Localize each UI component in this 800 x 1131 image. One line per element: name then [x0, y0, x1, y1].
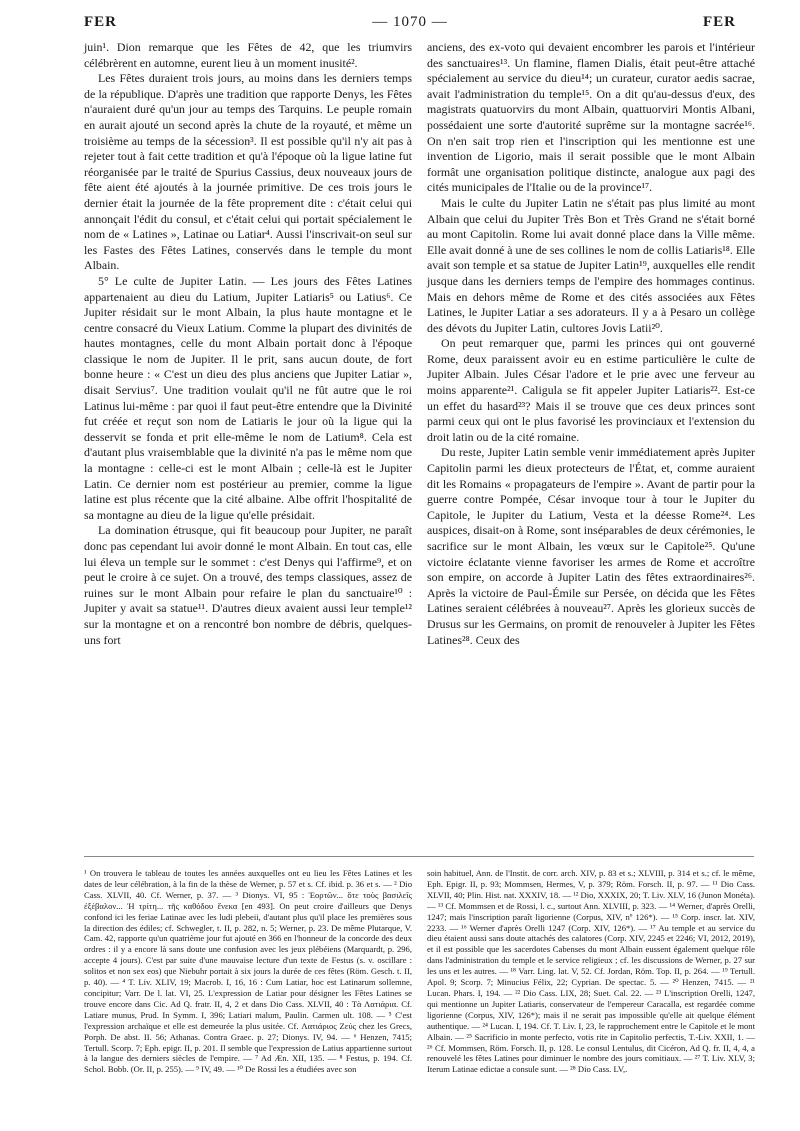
paragraph: Mais le culte du Jupiter Latin ne s'était pas plus limité au mont Albain que celui du Jupiter Très Bon et Très Grand ne s'était borné au mont Capitolin. Rome lui avait donné place dans la Ville même. Elle avait donné à une de ses collines le nom de collis Latiaris¹⁸. Elle avait son temple et sa statue de Jupiter Latin¹⁹, auxquelles elle rendit jusque dans les derniers temps de l'empire des hommages continus. Mais en dehors même de Rome et des cités associées aux Fêtes Latines, le Jupiter Latiar a ses adorateurs. Il y a à Pesaro un collège des dévots du Jupiter Latin, cultores Jovis Latii²⁰. — [427, 195, 755, 335]
footnote-block: ¹ On trouvera le tableau de toutes les années auxquelles ont eu lieu les Fêtes Latines et les dates de leur célébration, à la fin de la thèse de Werner, p. 57 et s. Cf. ibid. p. 36 et s. — ² Dio Cass. XLVII, 40. Cf. Werner, p. 37. — ³ Dionys. VI, 95 : Ἑορτῶν... ὅτε τοὺς βασιλεῖς ἐξέβαλον... Ἡ τρίτη... τῆς καθόδου ἕνεκα [en 493]. On peut croire d'ailleurs que Denys confond ici les feriae Latinae avec les ludi plebeii, d'autant plus qu'il place les premières sous la direction des édiles; cf. Schwegler, t. II, p. 282, n. 5; Werner, p. 23. De même Plutarque, V. Cam. 42, rapporte qu'un quatrième jour fut ajouté en 366 en l'honneur de la concorde des deux ordres : il y a encore là sans doute une confusion avec les jeux plébéiens (Marquardt, p. 296, accepte 4 jours). C'est par suite d'une mauvaise lecture d'un texte de Festus (s. v. oscillare : solitos et non sex eos) que Niebuhr portait à six jours la durée de ces fêtes (Röm. Gesch. t. II, p. 40). — ⁴ T. Liv. XLIV, 19; Macrob. I, 16, 16 : Cum Latiar, hoc est Latinarum sollemne, concipitur; Varr. De l. lat. VI, 25. L'expression de Latiar pour désigner les Fêtes Latines se trouve encore dans Cic. Ad Q. fratr. II, 4, 2 et dans Dio Cass. XLVII, 40 : Τὰ Λατιάρια. Cf. Latiare munus, Prud. In Symm. I, 396; Latiari malum, Paulin. Carmen ult. 108. — ⁵ C'est l'expression archaïque et elle est demeurée la plus usitée. Cf. Λατιάριος Ζεύς chez les Grecs, Porph. De abst. II. 56; Athanas. Contra Graec. p. 27; Dionys. IV, 94. — ⁶ Henzen, 7415; Tertull. Scorp. 7; Eph. epigr. II, p. 201. Il semble que l'expression de Latius appartienne surtout à la langue des derniers siècles de l'empire. — ⁷ Ad Æn. XII, 135. — ⁸ Festus, p. 194. Cf. Schol. Bobb. (Or. II, p. 255). — ⁹ IV, 49. — ¹⁰ De Rossi les a étudiées avec son — [84, 868, 412, 1075]
right-column — [427, 40, 755, 648]
paragraph: La domination étrusque, qui fit beaucoup pour Jupiter, ne paraît donc pas cependant lui avoir donné le mont Albain. En tout cas, elle lui éleva un temple sur le sommet : c'est Denys qui l'affirme⁹, et on peut le croire à ce sujet. On a trouvé, des temps classiques, assez de ruines sur le mont Albain pour refaire le plan du sanctuaire¹⁰ : Jupiter y avait sa statue¹¹. D'autres dieux avaient aussi leur temple¹² sur la montagne et on a rencontré bon nombre de débris, quelques-uns fort — [84, 523, 412, 647]
paragraph: Les Fêtes duraient trois jours, au moins dans les derniers temps de la république. D'après une tradition que rapporte Denys, les Fêtes n'auraient duré qu'un jour au temps des Tarquins. Le peuple romain en aurait ajouté un second après la chute de la royauté, et même un troisième au temps de la sécession³. Il est possible qu'il n'y ait pas à rejeter tout à fait cette tradition et qu'à l'époque où la ligue latine fut réorganisée par le traité de Spurius Cassius, deux nouveaux jours de fête aient été ajoutés à la journée primitive. De ces trois jours le dernier était la journée de la fête proprement dite : c'était celui qui annonçait l'édit du consul, et c'était celui qui portait spécialement le nom de « Latines », Latinae ou Latiar⁴. Aussi l'inscrivait-on seul sur les Fastes des Fêtes Latines, conservés dans le temple du mont Albain. — [84, 71, 412, 273]
header-right-word: FER — [703, 14, 736, 30]
paragraph: anciens, des ex-voto qui devaient encombrer les parois et l'intérieur des sanctuaires¹³. Un flamine, flamen Dialis, était peut-être attaché spécialement au service du dieu¹⁴; un curateur, curator aedis sacrae, avait l'administration du temple¹⁵. On a dit qu'au-dessus d'eux, des magistrats quatuorvirs du mont Albain, quattuorviri Montis Albani, possédaient une sorte d'autorité suprême sur la montagne sacrée¹⁶. On n'en sait trop rien et l'inscription qui les mentionne est une invention de Ligorio, mais il serait possible que le mont Albain formât une organisation politique distincte, analogue aux pagi des cités municipales de l'Italie ou de la province¹⁷. — [427, 40, 755, 195]
footnotes-left — [84, 868, 412, 1075]
page-number: — 1070 — — [372, 14, 448, 30]
paragraph: 5° Le culte de Jupiter Latin. — Les jours des Fêtes Latines appartenaient au dieu du Latium, Jupiter Latiaris⁵ ou Latius⁶. Ce Jupiter résidait sur le mont Albain, la plus haute montagne et le centre consacré du Vieux Latium. Comme la plupart des divinités de hautes montagnes, celle du mont Albain portait donc à l'époque classique le nom de Jupiter. Il le prit, sans aucun doute, de fort bonne heure : « C'est un dieu des plus anciens que Jupiter Latiar », disait Servius⁷. Une tradition voulait qu'il ne fût autre que le roi Latinus lui-même : par quoi il faut peut-être entendre que la Divinité fut créée et reçut son nom de Latiaris le jour où la ligue qui la desservit se fonda et prit elle-même le nom de Latium⁸. Cela est d'autant plus vraisemblable que la divinité n'a pas le même nom que la montagne : celle-ci est le mont Albain ; celle-là est le Jupiter Latin. Ce dernier nom est postérieur au premier, comme la ligue latine est plus récente que la cité albaine. Albe offrit l'hospitalité de sa montagne au dieu de la ligue qu'elle présidait. — [84, 273, 412, 522]
left-column — [84, 40, 412, 648]
paragraph: On peut remarquer que, parmi les princes qui ont gouverné Rome, deux paraissent avoir eu en estime particulière le culte de Jupiter Albain. Jules César l'adore et le prie avec une ferveur au moins apparente²¹. Caligula se fit appeler Jupiter Latiaris²². Est-ce un effet du hasard²³? Mais il se trouve que ces deux princes sont parmi ceux qui ont le plus favorisé les provinciaux et l'extension du droit latin ou de la cité romaine. — [427, 336, 755, 444]
footnotes-right — [427, 868, 755, 1075]
footnote-divider — [84, 856, 754, 857]
header-left-word: FER — [84, 14, 117, 30]
running-header — [84, 12, 736, 38]
paragraph: juin¹. Dion remarque que les Fêtes de 42, que les triumvirs célébrèrent en automne, eurent lieu à un moment inusité². — [84, 40, 412, 70]
footnote-block: soin habituel, Ann. de l'Instit. de corr. arch. XIV, p. 83 et s.; XLVIII, p. 314 et s.; cf. le même, Eph. Epigr. II, p. 93; Mommsen, Hermes, V, p. 379; Röm. Forsch. II, p. 97. — ¹¹ Dio Cass. XLVII, 40; Plin. Hist. nat. XXXIV, 18. — ¹² Dio, XXXIX, 20; T. Liv. XLV, 16 (Junon Monéta). — ¹³ Cf. Mommsen et de Rossi, l. c., surtout Ann. XLVIII, p. 323. — ¹⁴ Werner, d'après Orelli, 1247; mais l'inscription paraît ligorienne (Corpus, XIV, nº 126*). — ¹⁵ Corp. inscr. lat. XIV, 2233. — ¹⁶ Werner d'après Orelli 1247 (Corp. XIV, 126*). — ¹⁷ Au temple et au service du dieu étaient aussi sans doute attachés des calatores (Corp. XIV, 2245 et 2246; VI, 2012, 2019), et il est possible que les sacerdotes Cabenses du mont Albain eussent également quelque rôle dans l'administration du temple et le service religieux ; cf. les discussions de Werner, p. 27 sur les uns et les autres. — ¹⁸ Varr. Ling. lat. V, 52. Cf. Jordan, Röm. Top. II, p. 264. — ¹⁹ Tertull. Apol. 9; Scorp. 7; Minucius Félix, 22; Cyprian. De spectac. 5. — ²⁰ Henzen, 7415. — ²¹ Lucan. Phars. I, 194. — ²² Dio Cass. LIX, 28; Suet. Cal. 22. — ²³ L'inscription Orelli, 1247, qui mentionne un Jupiter Latiaris, conservateur de l'empereur Caracalla, est regardée comme ligorienne (Corpus, XIV, 126*); mais il ne serait pas impossible qu'elle ait quelque élément authentique. — ²⁴ Lucan. I, 194. Cf. T. Liv. I, 23, le rapprochement entre le Capitole et le mont Albain. — ²⁵ Sacrificio in monte perfecto, votis rite in Capitolio perfectis, T.-Liv. XXII, 1. — ²⁶ Cf. Mommsen, Röm. Forsch. II, p. 128. Le consul Lentulus, dit Cicéron, Ad Q. fr. II, 4, 4, a renouvelé les fêtes Latines pour diminuer le nombre des jours comitiaux. — ²⁷ T. Liv. XLV, 3; Iterum Latinae edictae a consule sunt. — ²⁸ Dio Cass. LV,. — [427, 868, 755, 1075]
paragraph: Du reste, Jupiter Latin semble venir immédiatement après Jupiter Capitolin parmi les dieux protecteurs de l'État, et, comme auraient dit les Romains « propagateurs de l'empire ». Avant de partir pour la guerre contre Pompée, César invoque tour à tour le Jupiter du Capitole, le Jupiter du Latium, Vesta et la déesse Rome²⁴. Les auspices, disait-on à Rome, sont inséparables de deux cérémonies, le sacrifice sur le mont Albain, les vœux sur le Capitole²⁵. Qu'une victoire éclatante vienne favoriser les armes de Rome et accroître son empire, on accorde à Jupiter Latin des fêtes extraordinaires²⁶. Après la victoire de Paul-Émile sur Persée, on décida que les Fêtes Latines seraient célébrées à nouveau²⁷. Après les glorieux succès de Drusus sur les Germains, on promit de renouveler à Jupiter les Fêtes Latines²⁸. Ceux des — [427, 445, 755, 647]
